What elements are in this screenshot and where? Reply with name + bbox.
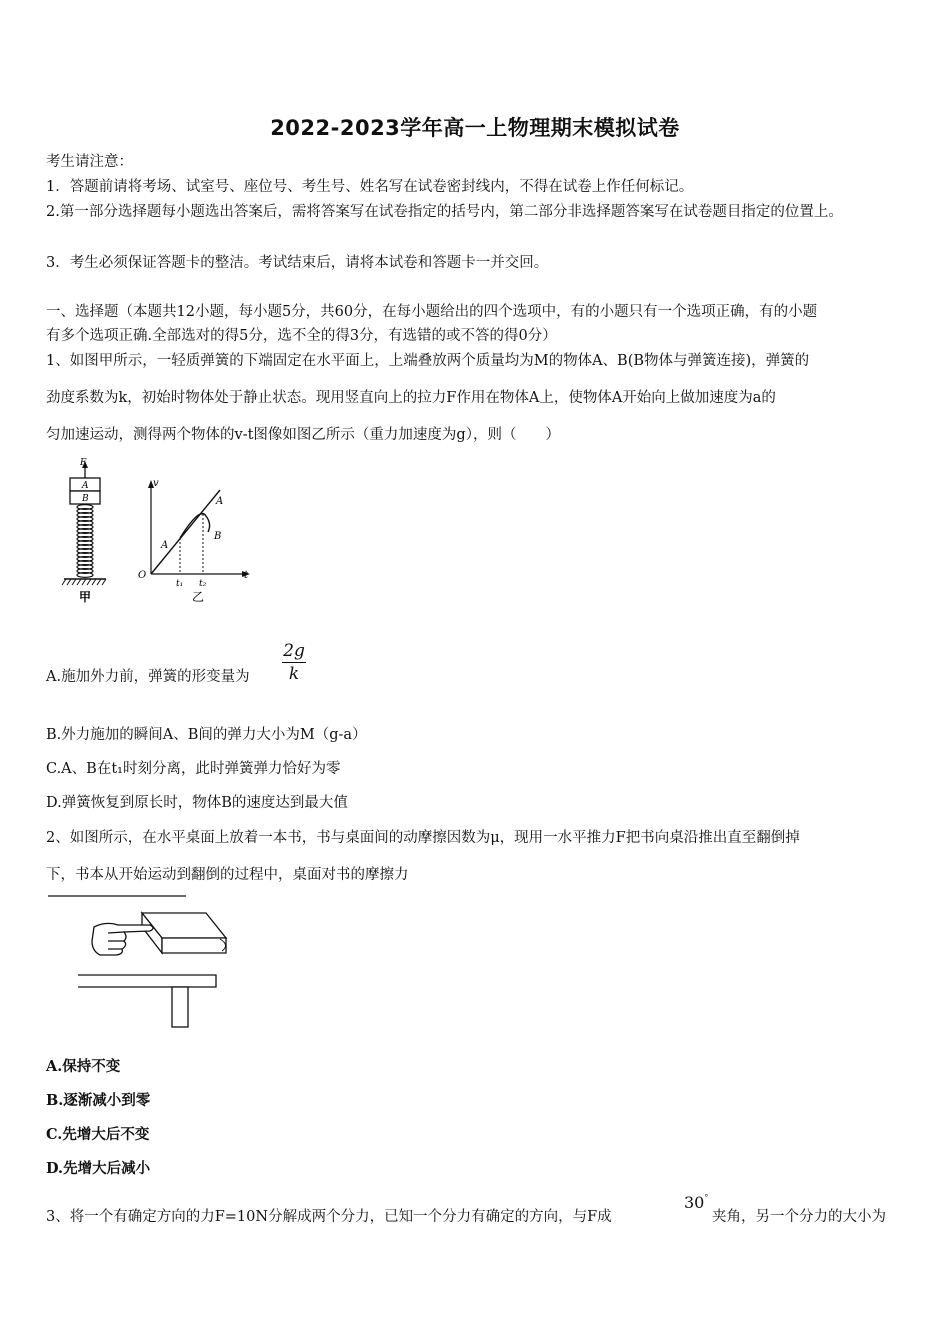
q1-figure	[58, 456, 268, 606]
q2-stem-line-2: 下，书本从开始运动到翻倒的过程中，桌面对书的摩擦力	[46, 867, 409, 883]
book	[142, 913, 226, 953]
axis-v-label: v	[153, 478, 159, 489]
notice-heading: 考生请注意：	[46, 154, 133, 170]
q3-angle	[684, 1193, 708, 1212]
notice-item-2: 2.第一部分选择题每小题选出答案后，需将答案写在试卷指定的括号内，第二部分非选择题答案写在试卷题目指定的位置上。	[46, 204, 843, 220]
t1-label: t₁	[176, 579, 184, 589]
q2-option-B: B.逐渐减小到零	[46, 1092, 151, 1109]
label-block-B: B	[82, 494, 89, 504]
label-F: F	[80, 458, 87, 468]
notice-item-3: 3．考生必须保证答题卡的整洁。考试结束后，请将本试卷和答题卡一并交回。	[46, 255, 549, 271]
q1-option-C: C.A、B在t₁时刻分离，此时弹簧弹力恰好为零	[46, 761, 341, 777]
q1-stem-line-1: 1、如图甲所示，一轻质弹簧的下端固定在水平面上，上端叠放两个质量均为M的物体A、B(B物体与弹簧连接)，弹簧的	[46, 353, 810, 369]
axis-t-label: t	[244, 570, 249, 581]
q2-figure	[46, 893, 236, 1033]
spring	[77, 505, 93, 578]
fraction-bar	[282, 662, 306, 663]
q2-stem-line-1: 2、如图所示，在水平桌面上放着一本书，书与桌面间的动摩擦因数为μ，现用一水平推力F把书向桌沿推出直至翻倒掉	[46, 830, 800, 846]
hand-icon	[92, 923, 153, 955]
section-heading-line-1: 一、选择题（本题共12小题，每小题5分，共60分，在每小题给出的四个选项中，有的小题只有一个选项正确，有的小题	[46, 304, 818, 320]
label-block-A: A	[82, 481, 89, 491]
q2-option-D: D.先增大后减小	[46, 1160, 151, 1177]
q3-stem-part-2: 夹角，另一个分力的大小为	[712, 1209, 886, 1225]
origin-label: O	[138, 570, 147, 581]
fraction-denominator: k	[288, 664, 300, 684]
caption-jia: 甲	[79, 590, 92, 604]
notice-item-1: 1．答题前请将考场、试室号、座位号、考生号、姓名写在试卷密封线内，不得在试卷上作任何标记。	[46, 179, 694, 195]
q2-option-A: A.保持不变	[46, 1058, 121, 1075]
q1-stem-line-3: 匀加速运动，测得两个物体的v-t图像如图乙所示（重力加速度为g），则（ ）	[46, 427, 560, 443]
q1-option-B: B.外力施加的瞬间A、B间的弹力大小为M（g-a）	[46, 727, 367, 743]
section-heading-line-2: 有多个选项正确.全部选对的得5分，选不全的得3分，有选错的或不答的得0分）	[46, 328, 557, 344]
curve-B-label: B	[214, 531, 222, 542]
t2-label: t₂	[199, 579, 207, 589]
q1-option-A: A.施加外力前，弹簧的形变量为	[46, 669, 250, 685]
q1-option-D: D.弹簧恢复到原长时，物体B的速度达到最大值	[46, 795, 348, 811]
curve-A-lower-label: A	[161, 540, 169, 551]
caption-yi: 乙	[192, 590, 205, 604]
curve-A-upper-label: A	[216, 496, 224, 507]
fraction-numerator: 2g	[283, 641, 305, 661]
q2-option-C: C.先增大后不变	[46, 1126, 150, 1143]
q3-stem-part-1: 3、将一个有确定方向的力F=10N分解成两个分力，已知一个分力有确定的方向，与F成	[46, 1209, 612, 1225]
q3-degree-sign: °	[704, 1193, 709, 1202]
page-title: 2022-2023学年高一上物理期末模拟试卷	[270, 116, 680, 140]
q1-stem-line-2: 劲度系数为k，初始时物体处于静止状态。现用竖直向上的拉力F作用在物体A上，使物体A开始向上做加速度为a的	[46, 390, 776, 406]
q3-angle-value: 30	[684, 1193, 705, 1212]
q1-option-A-fraction	[282, 641, 306, 684]
